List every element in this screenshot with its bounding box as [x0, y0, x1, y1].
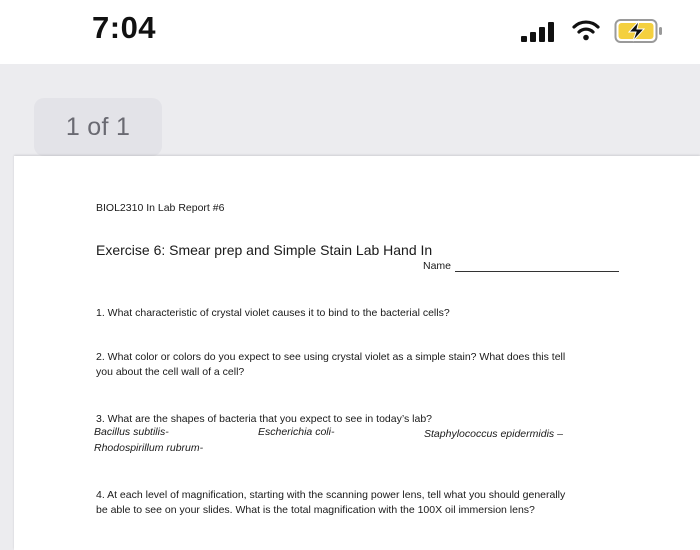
bacteria-staphylococcus: Staphylococcus epidermidis – — [424, 428, 563, 440]
bacteria-bacillus: Bacillus subtilis- — [94, 426, 169, 438]
clock-time: 7:04 — [92, 10, 157, 45]
bacteria-rhodospirillum: Rhodospirillum rubrum- — [94, 442, 204, 454]
status-bar — [0, 0, 700, 64]
name-label: Name — [423, 260, 452, 272]
question-2-line-2: you about the cell wall of a cell? — [96, 366, 245, 378]
name-blank-line — [455, 271, 619, 272]
cellular-signal-icon — [521, 22, 561, 42]
battery-charging-icon — [614, 18, 664, 44]
document-page — [14, 156, 700, 550]
question-4-line-1: 4. At each level of magnification, starting with the scanning power lens, tell what you should generally — [96, 489, 566, 501]
bacteria-escherichia: Escherichia coli- — [258, 426, 335, 438]
question-2-line-1: 2. What color or colors do you expect to see using crystal violet as a simple stain? What does this tell — [96, 351, 566, 363]
question-3: 3. What are the shapes of bacteria that you expect to see in today’s lab? — [96, 413, 433, 425]
report-header: BIOL2310 In Lab Report #6 — [96, 202, 225, 214]
question-4-line-2: be able to see on your slides. What is the total magnification with the 100X oil immersion lens? — [96, 504, 535, 516]
wifi-icon — [572, 19, 600, 41]
page-indicator: 1 of 1 — [34, 98, 162, 156]
exercise-title: Exercise 6: Smear prep and Simple Stain Lab Hand In — [96, 242, 433, 258]
question-1: 1. What characteristic of crystal violet causes it to bind to the bacterial cells? — [96, 307, 450, 319]
